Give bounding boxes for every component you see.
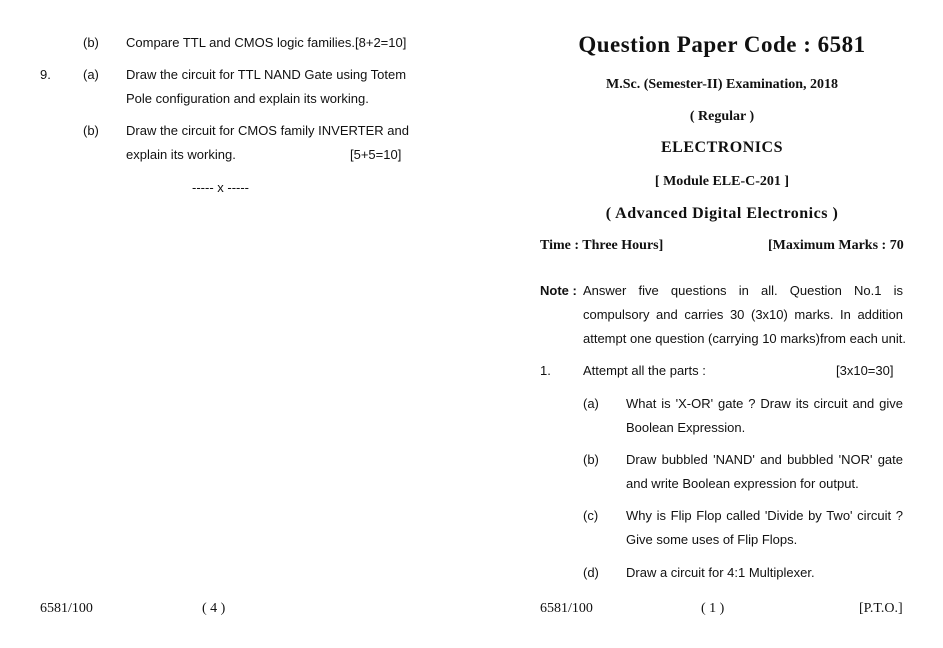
exam-type: ( Regular ): [689, 109, 755, 124]
maximum-marks: [Maximum Marks : 70: [768, 238, 904, 253]
left-footer-page: ( 4 ): [202, 601, 226, 616]
q8b-text: Compare TTL and CMOS logic families.[8+2=10]: [126, 35, 407, 50]
q9a-line2: Pole configuration and explain its working.: [126, 91, 369, 106]
left-footer-code: 6581/100: [40, 601, 93, 616]
q8b-label: (b): [83, 35, 99, 50]
q9a-line1: Draw the circuit for TTL NAND Gate using Totem: [126, 67, 407, 82]
part-line1: Why is Flip Flop called 'Divide by Two' circuit ?: [626, 508, 903, 523]
note-line3: attempt one question (carrying 10 marks)from each unit.: [583, 331, 906, 346]
part-line2: Give some uses of Flip Flops.: [626, 532, 798, 547]
end-mark: ----- x -----: [192, 180, 250, 195]
part-line1: Draw a circuit for 4:1 Multiplexer.: [626, 565, 815, 580]
q9b-line1: Draw the circuit for CMOS family INVERTER and: [126, 123, 409, 138]
note-label: Note :: [540, 283, 577, 298]
q9b-marks: [5+5=10]: [350, 147, 402, 162]
right-footer-code: 6581/100: [540, 601, 593, 616]
module: [ Module ELE-C-201 ]: [654, 174, 790, 189]
q9-number: 9.: [40, 67, 51, 82]
q9a-label: (a): [83, 67, 99, 82]
time-allowed: Time : Three Hours]: [540, 238, 664, 253]
q1-text: Attempt all the parts :: [583, 363, 706, 378]
part-line2: and write Boolean expression for output.: [626, 476, 859, 491]
q1-marks: [3x10=30]: [836, 363, 894, 378]
note-line1: Answer five questions in all. Question No.1 is: [583, 283, 903, 298]
part-line1: Draw bubbled 'NAND' and bubbled 'NOR' gate: [626, 452, 903, 467]
part-line2: Boolean Expression.: [626, 420, 746, 435]
exam-name: M.Sc. (Semester-II) Examination, 2018: [605, 77, 838, 92]
subject: ELECTRONICS: [661, 139, 783, 156]
q9b-line2: explain its working.: [126, 147, 236, 162]
note-line2: compulsory and carries 30 (3x10) marks. In addition: [583, 307, 903, 322]
q1-number: 1.: [540, 363, 551, 378]
paper-name: ( Advanced Digital Electronics ): [605, 205, 839, 222]
part-line1: What is 'X-OR' gate ? Draw its circuit and give: [626, 396, 903, 411]
right-footer-page: ( 1 ): [701, 601, 725, 616]
paper-title: Question Paper Code : 6581: [578, 32, 866, 57]
part-label: (c): [583, 508, 599, 523]
part-label: (d): [583, 565, 599, 580]
part-label: (a): [583, 396, 599, 411]
part-label: (b): [583, 452, 599, 467]
pto-mark: [P.T.O.]: [859, 601, 903, 616]
q9b-label: (b): [83, 123, 99, 138]
